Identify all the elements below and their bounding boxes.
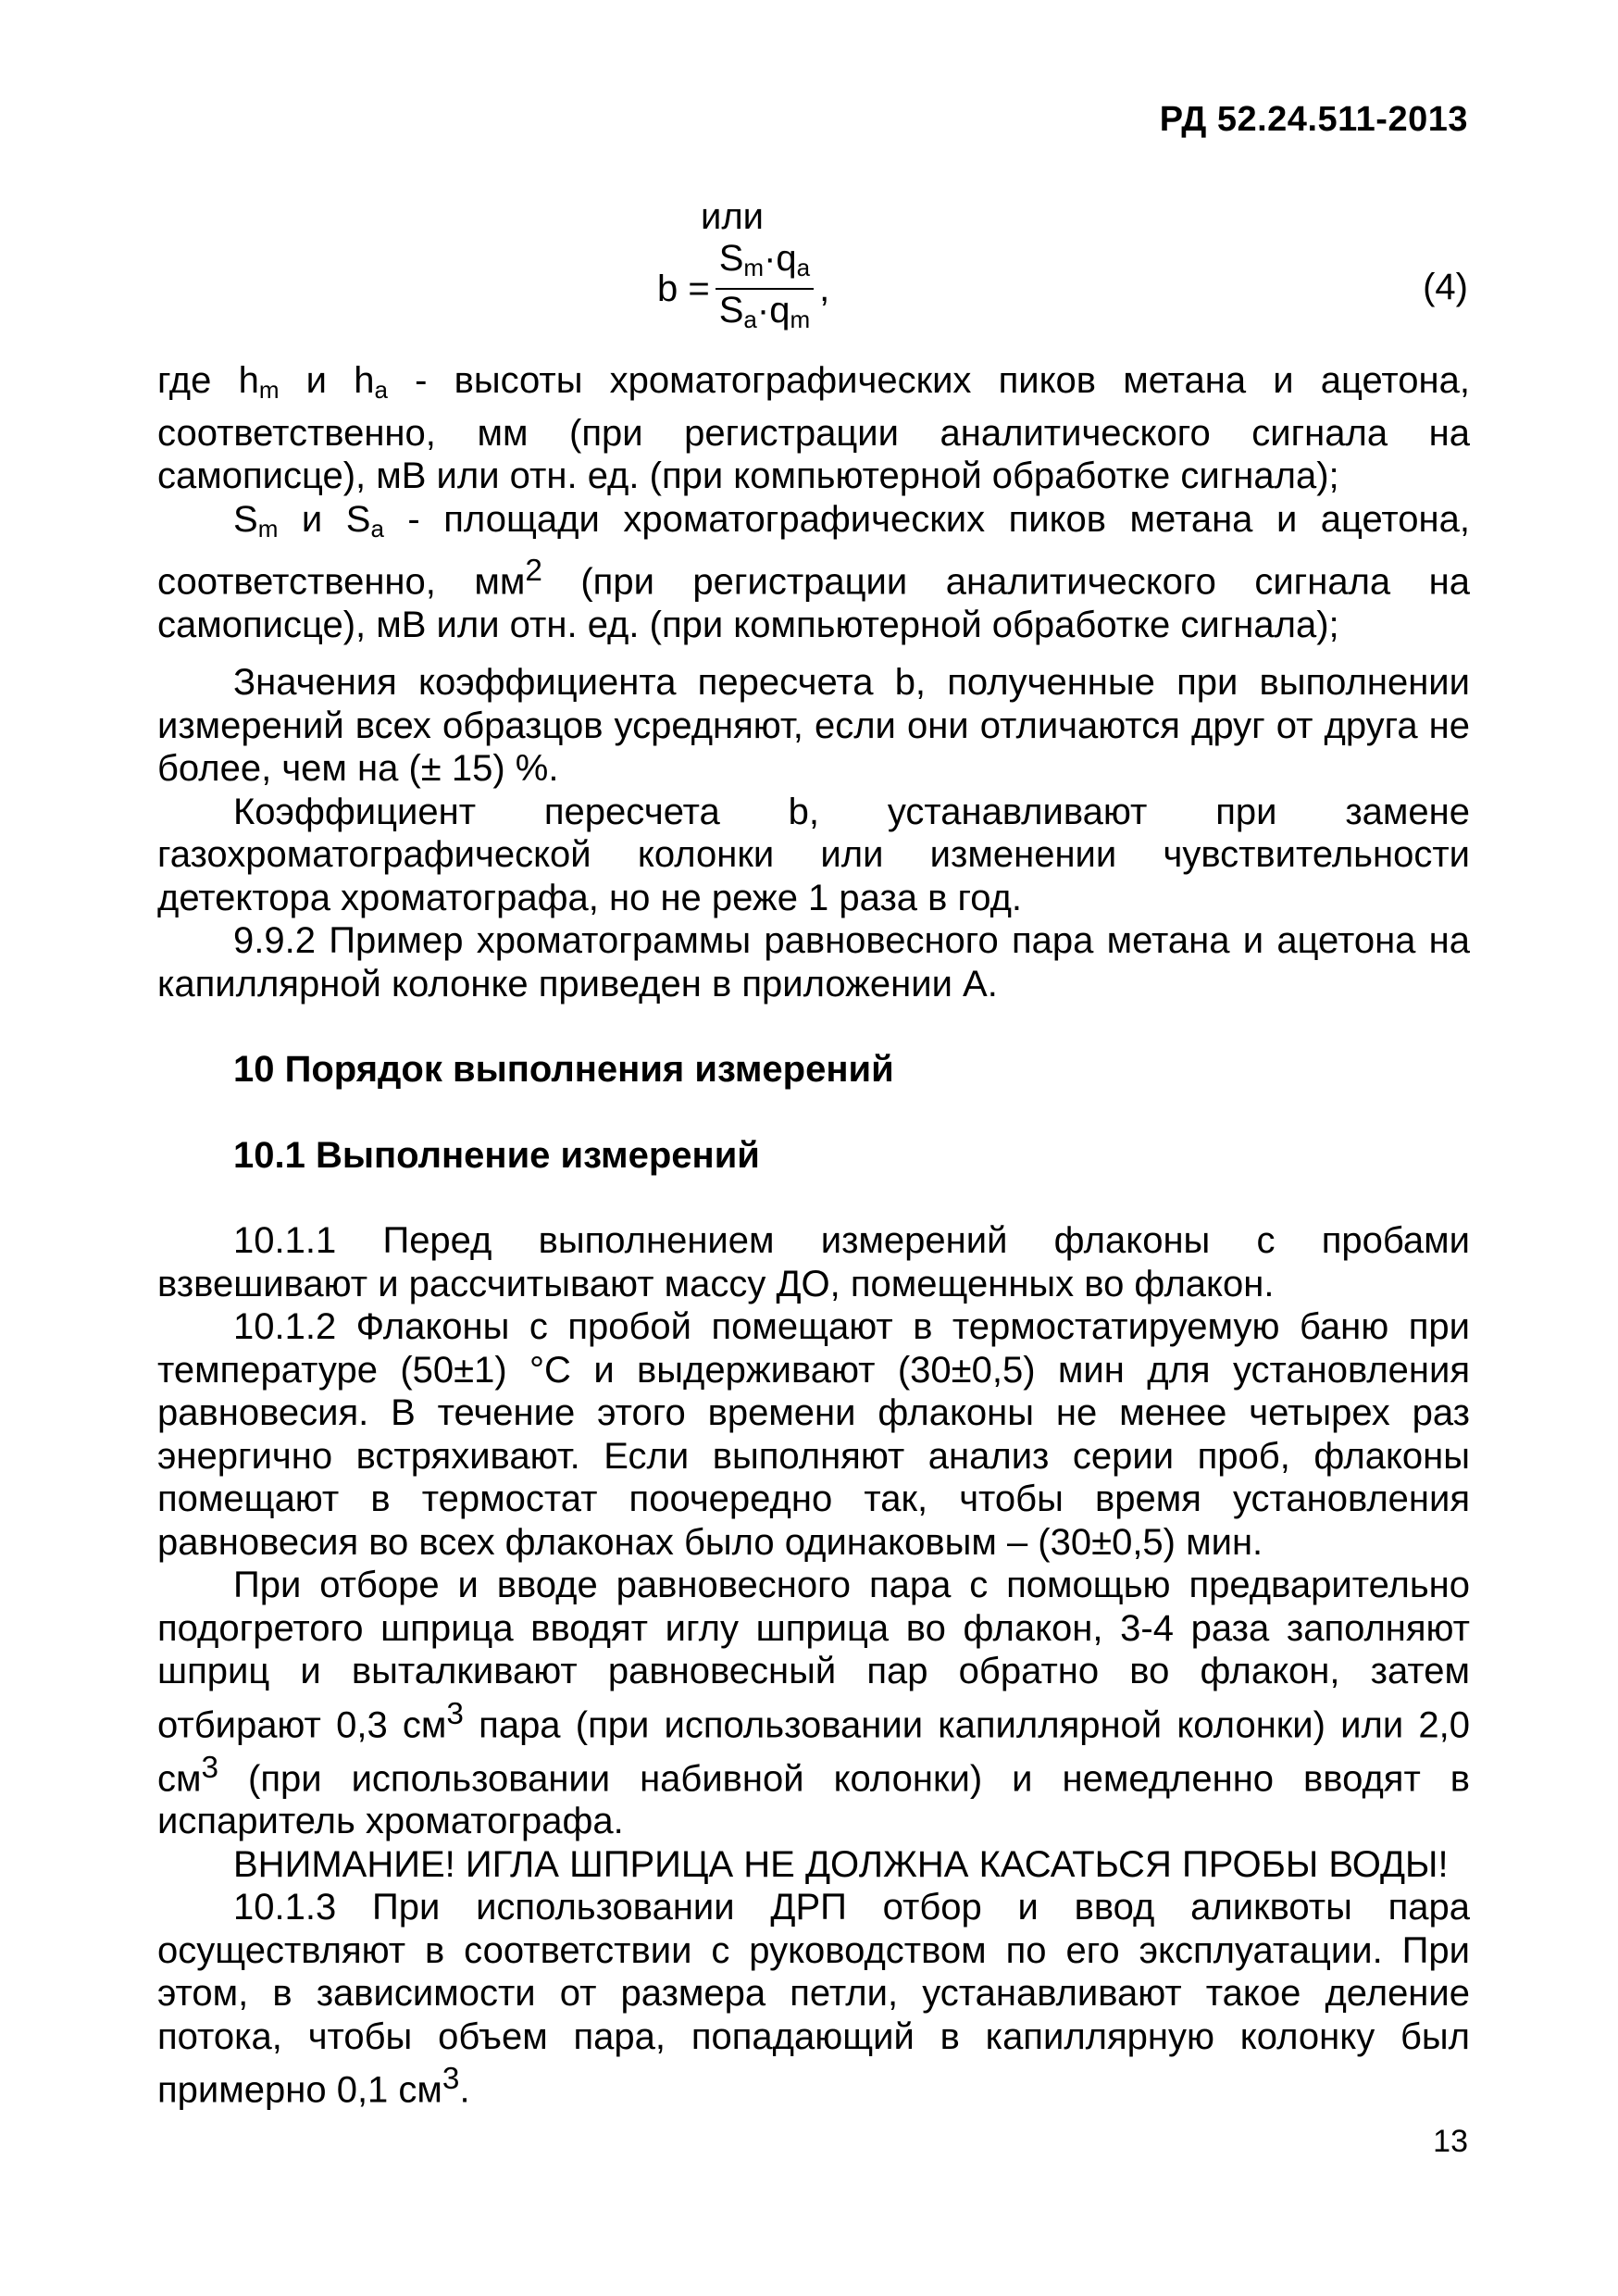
formula-or-word: или xyxy=(701,196,765,237)
text-run: и xyxy=(278,498,346,540)
equation-number: (4) xyxy=(1423,267,1468,307)
symbol: h xyxy=(354,360,375,401)
formula-4 xyxy=(657,238,830,335)
formula-lhs: b = xyxy=(657,268,710,309)
subscript: m xyxy=(257,514,279,543)
paragraph xyxy=(157,1886,1470,2112)
page-number: 13 xyxy=(1433,2124,1468,2159)
paragraph: 9.9.2 Пример хроматограммы равновесного пара метана и ацетона на капиллярной колонке приведен в приложении А. xyxy=(157,920,1470,1004)
superscript: 3 xyxy=(446,1696,464,1731)
text-run: 10.1.3 При использовании ДРП отбор и ввод аликвоты пара осуществляют в соответствии с руководством по его эксплуатации. При этом, в зависимости от размера петли, устанавливают такое деление потока, чтобы объем пара, попадающий в капиллярную колонку был примерно 0,1 см xyxy=(157,1887,1470,2111)
subscript: m xyxy=(743,254,765,281)
symbol: h xyxy=(238,360,259,401)
subscript: a xyxy=(374,376,388,404)
superscript: 2 xyxy=(525,554,542,588)
subscript: a xyxy=(743,306,757,333)
paragraph: 10.1.1 Перед выполнением измерений флаконы с пробами взвешивают и рассчитывают массу ДО, помещенных во флакон. xyxy=(157,1220,1470,1304)
warning-text: ВНИМАНИЕ! ИГЛА ШПРИЦА НЕ ДОЛЖНА КАСАТЬСЯ ПРОБЫ ВОДЫ! xyxy=(233,1843,1449,1885)
text-run: (при использовании набивной колонки) и немедленно вводят в испаритель хроматографа. xyxy=(157,1757,1470,1842)
text-run: где xyxy=(157,360,239,401)
section-heading: 10 Порядок выполнения измерений xyxy=(233,1049,894,1091)
formula-denominator xyxy=(716,288,814,340)
symbol: ·q xyxy=(764,238,797,279)
definition-areas xyxy=(157,498,1470,647)
subscript: m xyxy=(258,376,280,404)
definition-heights xyxy=(157,359,1470,498)
superscript: 3 xyxy=(442,2062,460,2097)
formula-numerator xyxy=(716,238,814,288)
subscript: a xyxy=(370,514,384,543)
symbol: S xyxy=(345,498,371,540)
text-run: - высоты хроматографических пиков метана и ацетона, соответственно, мм (при регистрации аналитического сигнала на самописце), мВ или отн. ед. (при компьютерной обработке сигнала); xyxy=(157,360,1470,496)
text-run: При отборе и вводе равновесного пара с помощью предварительно подогретого шприца вводят иглу шприца во флакон, 3-4 раза заполняют шприц и выталкивают равновесный пар обратно во флакон, затем отбирают 0,3 см xyxy=(157,1565,1470,1746)
text-run: . xyxy=(459,2069,470,2111)
formula-tail: , xyxy=(819,268,830,309)
formula-fraction xyxy=(716,238,814,340)
subscript: m xyxy=(790,306,811,333)
text-run: пара (при использовании капиллярной колонки) или 2,0 см xyxy=(157,1704,1471,1799)
superscript: 3 xyxy=(201,1750,219,1785)
text-run: и xyxy=(279,360,355,401)
text-run: (при регистрации аналитического сигнала на самописце), мВ или отн. ед. (при компьютерной обработке сигнала); xyxy=(157,561,1470,645)
paragraph: Значения коэффициента пересчета b, полученные при выполнении измерений всех образцов усредняют, если они отличаются друг от друга не более, чем на (± 15) %. xyxy=(157,662,1470,790)
document-code: РД 52.24.511-2013 xyxy=(1159,100,1468,139)
body-text xyxy=(157,359,1470,2112)
paragraph: Коэффициент пересчета b, устанавливают при замене газохроматографической колонки или изменении чувствительности детектора хроматографа, но не реже 1 раза в год. xyxy=(157,791,1470,918)
subscript: a xyxy=(796,254,811,281)
paragraph xyxy=(157,1564,1470,1843)
symbol: S xyxy=(233,498,258,540)
text-run: - площади хроматографических пиков метана и ацетона, соответственно, мм xyxy=(157,498,1470,603)
symbol: S xyxy=(718,290,744,331)
symbol: ·q xyxy=(756,290,790,331)
symbol: S xyxy=(718,238,744,279)
subsection-heading: 10.1 Выполнение измерений xyxy=(233,1134,760,1176)
paragraph: 10.1.2 Флаконы с пробой помещают в термостатируемую баню при температуре (50±1) °С и выдерживают (30±0,5) мин для установления равновесия. В течение этого времени флаконы не менее четырех раз энергично встряхивают. Если выполняют анализ серии проб, флаконы помещают в термостат поочередно так, чтобы время установления равновесия во всех флаконах было одинаковым – (30±0,5) мин. xyxy=(157,1306,1470,1563)
